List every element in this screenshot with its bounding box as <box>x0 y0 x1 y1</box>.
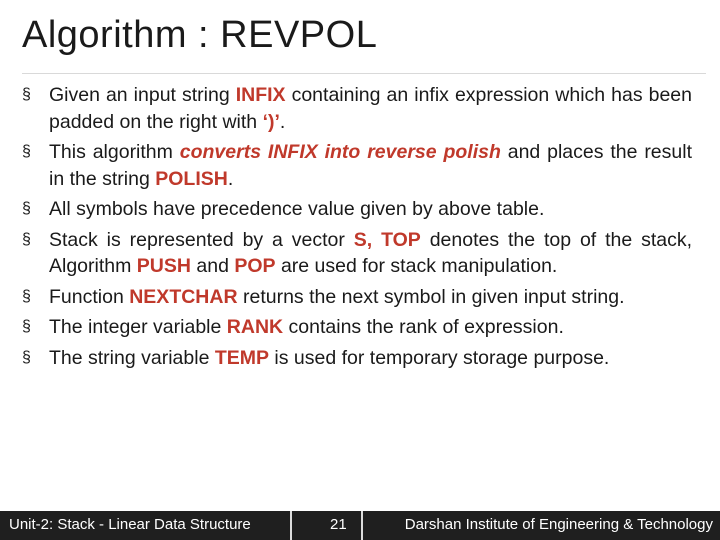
highlighted-term: NEXTCHAR <box>129 285 238 308</box>
bullet-item <box>22 139 692 192</box>
bullet-text: Stack is represented by a vector <box>49 228 354 251</box>
bullet-text: and places the result in the string <box>49 141 693 190</box>
highlighted-term: INFIX <box>235 84 286 106</box>
footer-institute: Darshan Institute of Engineering & Technology <box>404 516 713 533</box>
bullet-text: denotes the top of the stack, Algorithm <box>49 228 693 277</box>
footer-divider <box>290 511 292 540</box>
bullet-marker-icon: § <box>22 86 31 103</box>
highlighted-term: S, TOP <box>353 228 421 251</box>
bullet-text: Given an input string <box>49 84 236 106</box>
bullet-marker-icon: § <box>22 200 31 217</box>
highlighted-term: PUSH <box>136 255 191 277</box>
bullet-item <box>22 227 692 280</box>
bullet-marker-icon: § <box>22 348 31 366</box>
bullet-marker-icon: § <box>22 230 31 248</box>
footer-divider <box>361 511 363 540</box>
bullet-text: This algorithm <box>49 141 180 163</box>
highlighted-term: ‘)’ <box>262 110 280 133</box>
highlighted-term: POP <box>234 255 276 277</box>
title-divider <box>22 73 706 74</box>
highlighted-term: converts INFIX into reverse polish <box>179 141 501 163</box>
bullet-item <box>22 196 692 223</box>
bullet-text: All symbols have precedence value given by above table. <box>49 198 545 220</box>
bullet-item <box>22 314 692 341</box>
bullet-marker-icon: § <box>22 143 31 160</box>
footer-page-number: 21 <box>330 516 347 533</box>
bullet-text: are used for stack manipulation. <box>275 255 558 277</box>
slide-title: Algorithm : REVPOL <box>22 14 378 56</box>
bullet-text: Function <box>49 285 130 308</box>
bullet-marker-icon: § <box>22 318 31 335</box>
bullet-text: The integer variable <box>49 316 227 338</box>
bullet-marker-icon: § <box>22 287 31 305</box>
highlighted-term: RANK <box>226 316 284 338</box>
bullet-text: and <box>190 255 235 277</box>
bullet-text: . <box>279 110 286 133</box>
bullet-text: containing an infix expression which has been padded on the right with <box>49 84 692 133</box>
highlighted-term: POLISH <box>155 167 228 190</box>
bullet-item <box>22 345 692 372</box>
bullet-text: . <box>227 167 234 190</box>
bullet-list <box>22 82 692 375</box>
bullet-text: contains the rank of expression. <box>283 316 564 338</box>
bullet-item <box>22 82 692 135</box>
bullet-text: returns the next symbol in given input string. <box>237 285 625 308</box>
bullet-text: The string variable <box>49 346 215 369</box>
highlighted-term: TEMP <box>214 346 269 369</box>
footer-unit: Unit-2: Stack - Linear Data Structure <box>9 516 251 533</box>
bullet-item <box>22 284 692 311</box>
footer-bar <box>0 511 720 540</box>
bullet-text: is used for temporary storage purpose. <box>269 346 610 369</box>
